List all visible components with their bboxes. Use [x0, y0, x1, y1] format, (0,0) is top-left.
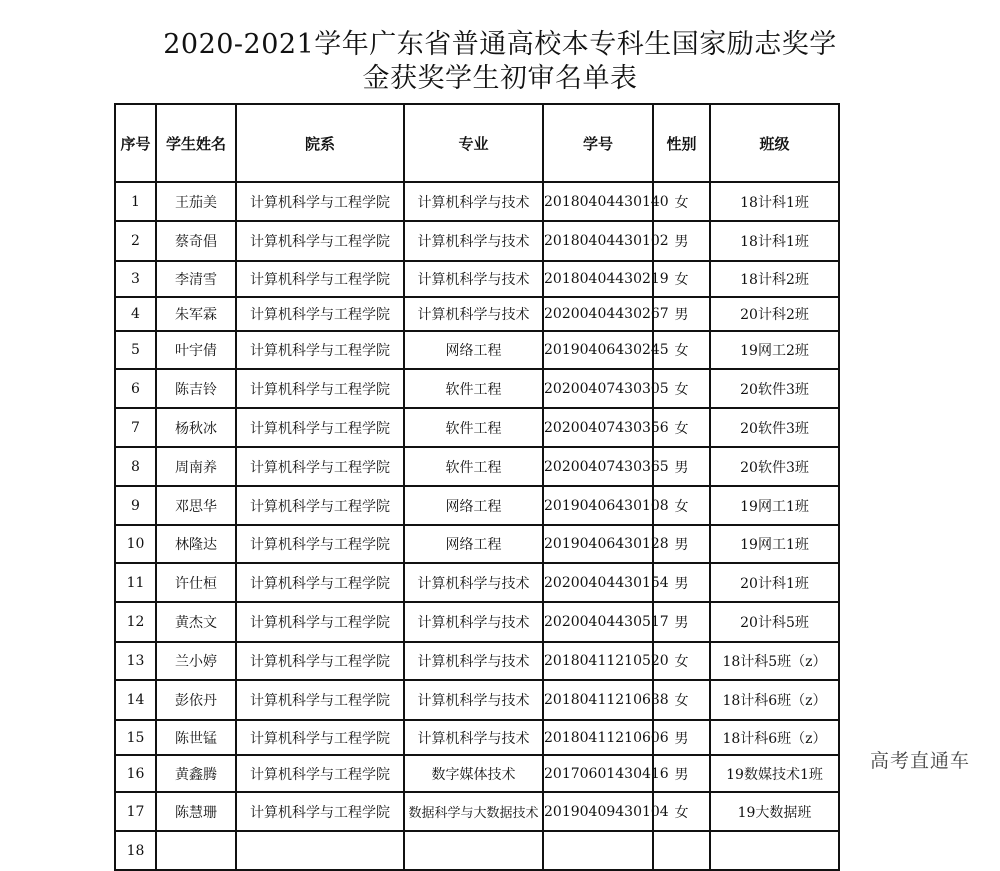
- cell-gender: [653, 831, 710, 870]
- cell-department: 计算机科学与工程学院: [236, 486, 404, 525]
- cell-index: 14: [115, 680, 156, 720]
- cell-index: 15: [115, 720, 156, 755]
- document-title-line-1: 2020-2021学年广东省普通高校本专科生国家励志奖学: [163, 29, 837, 60]
- cell-department: 计算机科学与工程学院: [236, 563, 404, 602]
- table-row: [115, 831, 839, 870]
- cell-class: 20软件3班: [710, 369, 839, 408]
- cell-major: 数据科学与大数据技术: [404, 792, 543, 831]
- cell-class: 18计科6班（z）: [710, 680, 839, 720]
- cell-student-id: 20180404430140: [543, 182, 653, 221]
- cell-index: 2: [115, 221, 156, 261]
- cell-student-name: 杨秋冰: [156, 408, 236, 447]
- table-row: [115, 486, 839, 525]
- cell-major: 软件工程: [404, 408, 543, 447]
- cell-gender: 男: [653, 602, 710, 642]
- cell-index: 3: [115, 261, 156, 297]
- cell-student-id: 20200404430517: [543, 602, 653, 642]
- cell-department: 计算机科学与工程学院: [236, 447, 404, 486]
- cell-class: 20计科2班: [710, 297, 839, 331]
- cell-department: 计算机科学与工程学院: [236, 642, 404, 680]
- table-row: [115, 297, 839, 331]
- cell-major: 计算机科学与技术: [404, 261, 543, 297]
- cell-gender: 女: [653, 261, 710, 297]
- cell-index: 11: [115, 563, 156, 602]
- cell-index: 16: [115, 755, 156, 792]
- cell-class: 20软件3班: [710, 408, 839, 447]
- cell-student-id: 20190406430128: [543, 525, 653, 563]
- cell-student-name: 叶宇倩: [156, 331, 236, 369]
- cell-department: 计算机科学与工程学院: [236, 408, 404, 447]
- header-class: 班级: [710, 104, 839, 182]
- table-row: [115, 331, 839, 369]
- cell-major: [404, 831, 543, 870]
- watermark: 高考直通车: [870, 746, 970, 773]
- cell-department: 计算机科学与工程学院: [236, 261, 404, 297]
- cell-gender: 男: [653, 297, 710, 331]
- cell-student-id: 20200407430356: [543, 408, 653, 447]
- cell-index: 9: [115, 486, 156, 525]
- table-row: [115, 720, 839, 755]
- cell-major: 软件工程: [404, 447, 543, 486]
- cell-index: 6: [115, 369, 156, 408]
- cell-student-id: 20200404430154: [543, 563, 653, 602]
- cell-index: 8: [115, 447, 156, 486]
- table-row: [115, 602, 839, 642]
- table-body: [115, 182, 839, 870]
- cell-gender: 男: [653, 525, 710, 563]
- cell-class: 19数媒技术1班: [710, 755, 839, 792]
- cell-major: 计算机科学与技术: [404, 297, 543, 331]
- cell-gender: 女: [653, 642, 710, 680]
- cell-major: 计算机科学与技术: [404, 221, 543, 261]
- cell-class: [710, 831, 839, 870]
- cell-major: 软件工程: [404, 369, 543, 408]
- cell-department: 计算机科学与工程学院: [236, 331, 404, 369]
- cell-gender: 女: [653, 680, 710, 720]
- table-row: [115, 642, 839, 680]
- cell-student-name: [156, 831, 236, 870]
- cell-student-name: 兰小婷: [156, 642, 236, 680]
- cell-student-name: 朱军霖: [156, 297, 236, 331]
- table-row: [115, 261, 839, 297]
- cell-department: [236, 831, 404, 870]
- cell-student-id: [543, 831, 653, 870]
- cell-department: 计算机科学与工程学院: [236, 182, 404, 221]
- cell-department: 计算机科学与工程学院: [236, 755, 404, 792]
- cell-major: 数字媒体技术: [404, 755, 543, 792]
- cell-student-id: 20200407430305: [543, 369, 653, 408]
- cell-gender: 男: [653, 447, 710, 486]
- cell-student-id: 20180411210520: [543, 642, 653, 680]
- cell-class: 19网工2班: [710, 331, 839, 369]
- cell-major: 网络工程: [404, 331, 543, 369]
- table-row: [115, 369, 839, 408]
- cell-student-id: 20190406430245: [543, 331, 653, 369]
- cell-class: 18计科1班: [710, 221, 839, 261]
- cell-index: 7: [115, 408, 156, 447]
- cell-index: 12: [115, 602, 156, 642]
- table-row: [115, 447, 839, 486]
- cell-index: 17: [115, 792, 156, 831]
- cell-student-name: 许仕桓: [156, 563, 236, 602]
- cell-department: 计算机科学与工程学院: [236, 720, 404, 755]
- cell-student-name: 黄鑫腾: [156, 755, 236, 792]
- table-header-row: [115, 104, 839, 182]
- cell-index: 5: [115, 331, 156, 369]
- cell-index: 4: [115, 297, 156, 331]
- cell-major: 计算机科学与技术: [404, 680, 543, 720]
- cell-gender: 男: [653, 221, 710, 261]
- cell-student-name: 李清雪: [156, 261, 236, 297]
- cell-class: 19大数据班: [710, 792, 839, 831]
- cell-department: 计算机科学与工程学院: [236, 602, 404, 642]
- header-department: 院系: [236, 104, 404, 182]
- table-row: [115, 408, 839, 447]
- table-row: [115, 221, 839, 261]
- cell-student-id: 20200407430365: [543, 447, 653, 486]
- cell-student-id: 20180404430102: [543, 221, 653, 261]
- cell-department: 计算机科学与工程学院: [236, 369, 404, 408]
- cell-major: 网络工程: [404, 486, 543, 525]
- cell-gender: 男: [653, 755, 710, 792]
- table-row: [115, 525, 839, 563]
- cell-student-name: 邓思华: [156, 486, 236, 525]
- cell-gender: 女: [653, 792, 710, 831]
- cell-class: 18计科6班（z）: [710, 720, 839, 755]
- cell-index: 13: [115, 642, 156, 680]
- cell-department: 计算机科学与工程学院: [236, 297, 404, 331]
- cell-major: 计算机科学与技术: [404, 720, 543, 755]
- cell-student-name: 彭依丹: [156, 680, 236, 720]
- cell-class: 18计科5班（z）: [710, 642, 839, 680]
- header-student-id: 学号: [543, 104, 653, 182]
- cell-student-name: 林隆达: [156, 525, 236, 563]
- cell-student-id: 20200404430267: [543, 297, 653, 331]
- cell-class: 20计科5班: [710, 602, 839, 642]
- header-index: 序号: [115, 104, 156, 182]
- cell-major: 计算机科学与技术: [404, 642, 543, 680]
- cell-gender: 女: [653, 408, 710, 447]
- cell-class: 19网工1班: [710, 525, 839, 563]
- cell-class: 18计科2班: [710, 261, 839, 297]
- cell-major: 计算机科学与技术: [404, 602, 543, 642]
- cell-student-id: 20170601430416: [543, 755, 653, 792]
- table-row: [115, 182, 839, 221]
- cell-department: 计算机科学与工程学院: [236, 680, 404, 720]
- cell-student-name: 陈吉铃: [156, 369, 236, 408]
- table-row: [115, 680, 839, 720]
- cell-gender: 女: [653, 182, 710, 221]
- cell-gender: 男: [653, 563, 710, 602]
- cell-gender: 女: [653, 369, 710, 408]
- cell-student-name: 陈慧珊: [156, 792, 236, 831]
- cell-gender: 女: [653, 486, 710, 525]
- cell-student-name: 蔡奇倡: [156, 221, 236, 261]
- cell-student-name: 王茄美: [156, 182, 236, 221]
- cell-major: 网络工程: [404, 525, 543, 563]
- cell-student-id: 20190406430108: [543, 486, 653, 525]
- cell-class: 18计科1班: [710, 182, 839, 221]
- table-row: [115, 755, 839, 792]
- cell-department: 计算机科学与工程学院: [236, 525, 404, 563]
- cell-gender: 女: [653, 331, 710, 369]
- cell-student-id: 20190409430104: [543, 792, 653, 831]
- cell-class: 20软件3班: [710, 447, 839, 486]
- cell-class: 19网工1班: [710, 486, 839, 525]
- cell-major: 计算机科学与技术: [404, 182, 543, 221]
- header-gender: 性别: [653, 104, 710, 182]
- document-title-line-2: 金获奖学生初审名单表: [362, 63, 638, 94]
- cell-index: 18: [115, 831, 156, 870]
- table-row: [115, 563, 839, 602]
- cell-student-name: 周南养: [156, 447, 236, 486]
- cell-class: 20计科1班: [710, 563, 839, 602]
- cell-department: 计算机科学与工程学院: [236, 221, 404, 261]
- cell-student-name: 黄杰文: [156, 602, 236, 642]
- cell-student-id: 20180404430219: [543, 261, 653, 297]
- cell-major: 计算机科学与技术: [404, 563, 543, 602]
- header-major: 专业: [404, 104, 543, 182]
- cell-index: 1: [115, 182, 156, 221]
- cell-student-id: 20180411210606: [543, 720, 653, 755]
- table-row: [115, 792, 839, 831]
- cell-index: 10: [115, 525, 156, 563]
- cell-department: 计算机科学与工程学院: [236, 792, 404, 831]
- cell-student-name: 陈世锰: [156, 720, 236, 755]
- header-student-name: 学生姓名: [156, 104, 236, 182]
- cell-student-id: 20180411210638: [543, 680, 653, 720]
- award-roster-table: [114, 103, 840, 871]
- cell-gender: 男: [653, 720, 710, 755]
